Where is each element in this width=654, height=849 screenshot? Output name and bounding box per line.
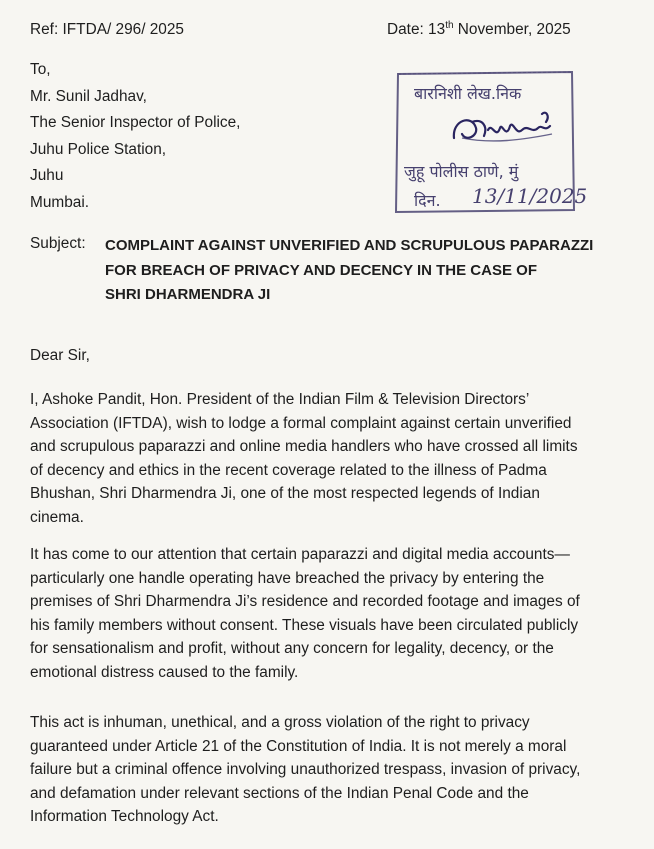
paragraph-line: emotional distress caused to the family.	[30, 663, 299, 681]
salutation: Dear Sir,	[30, 347, 90, 364]
paragraph-line: his family members without consent. These visuals have been circulated publicly	[30, 616, 579, 634]
stamp-title: बारनिशी लेख.निक	[414, 84, 522, 103]
address-line: Juhu Police Station,	[30, 140, 167, 158]
paragraph-line: of decency and ethics in the recent coverage related to the illness of Padma	[30, 461, 547, 479]
stamp-place: जुहू पोलीस ठाणे, मुं	[404, 162, 519, 181]
signature-mark	[454, 113, 550, 138]
paragraph-line: particularly one handle operating have breached the privacy by entering the	[30, 569, 545, 587]
paragraph-line: Association (IFTDA), wish to lodge a formal complaint against certain unverified	[30, 414, 572, 432]
subject-line: FOR BREACH OF PRIVACY AND DECENCY IN THE CASE OF	[105, 261, 537, 279]
paragraph-line: failure but a criminal offence involving unauthorized trespass, invasion of privacy,	[30, 761, 581, 778]
paragraph-line: for sensationalism and profit, without any concern for legality, decency, or the	[30, 640, 554, 657]
paragraph-line: and defamation under relevant sections of the Indian Penal Code and the	[30, 784, 529, 802]
subject-line: COMPLAINT AGAINST UNVERIFIED AND SCRUPULOUS PAPARAZZI	[105, 237, 594, 254]
paragraph-line: This act is inhuman, unethical, and a gross violation of the right to privacy	[30, 714, 530, 731]
paragraph-line: guaranteed under Article 21 of the Constitution of India. It is not merely a moral	[30, 737, 567, 755]
paragraph-line: and scrupulous paparazzi and online media handlers who have crossed all limits	[30, 438, 578, 455]
subject-label: Subject:	[30, 235, 86, 252]
address-line: Mr. Sunil Jadhav,	[30, 87, 147, 105]
stamp-date-label: दिन.	[414, 191, 441, 210]
paragraph-line: Bhushan, Shri Dharmendra Ji, one of the most respected legends of Indian	[30, 485, 540, 502]
subject-line: SHRI DHARMENDRA JI	[105, 286, 271, 303]
address-line: Juhu	[30, 167, 64, 185]
police-receipt-stamp	[392, 70, 588, 216]
paragraph-line: premises of Shri Dharmendra Ji’s residence and recorded footage and images of	[30, 593, 580, 610]
body-paragraph-1	[30, 388, 630, 529]
paragraph-line: cinema.	[30, 508, 84, 526]
recipient-address	[30, 57, 240, 217]
paragraph-line: It has come to our attention that certain paparazzi and digital media accounts—	[30, 546, 570, 563]
reference-number: Ref: IFTDA/ 296/ 2025	[30, 21, 184, 38]
address-line: To,	[30, 61, 51, 78]
body-paragraph-3	[30, 711, 630, 829]
paragraph-line: Information Technology Act.	[30, 808, 219, 825]
subject-text	[105, 234, 593, 308]
stamp-date: 13/11/2025	[472, 184, 588, 208]
paragraph-line: I, Ashoke Pandit, Hon. President of the Indian Film & Television Directors’	[30, 391, 530, 408]
letter-date: Date: 13th November, 2025	[387, 20, 571, 38]
address-line: The Senior Inspector of Police,	[30, 114, 241, 132]
address-line: Mumbai.	[30, 193, 90, 211]
body-paragraph-2	[30, 543, 630, 684]
